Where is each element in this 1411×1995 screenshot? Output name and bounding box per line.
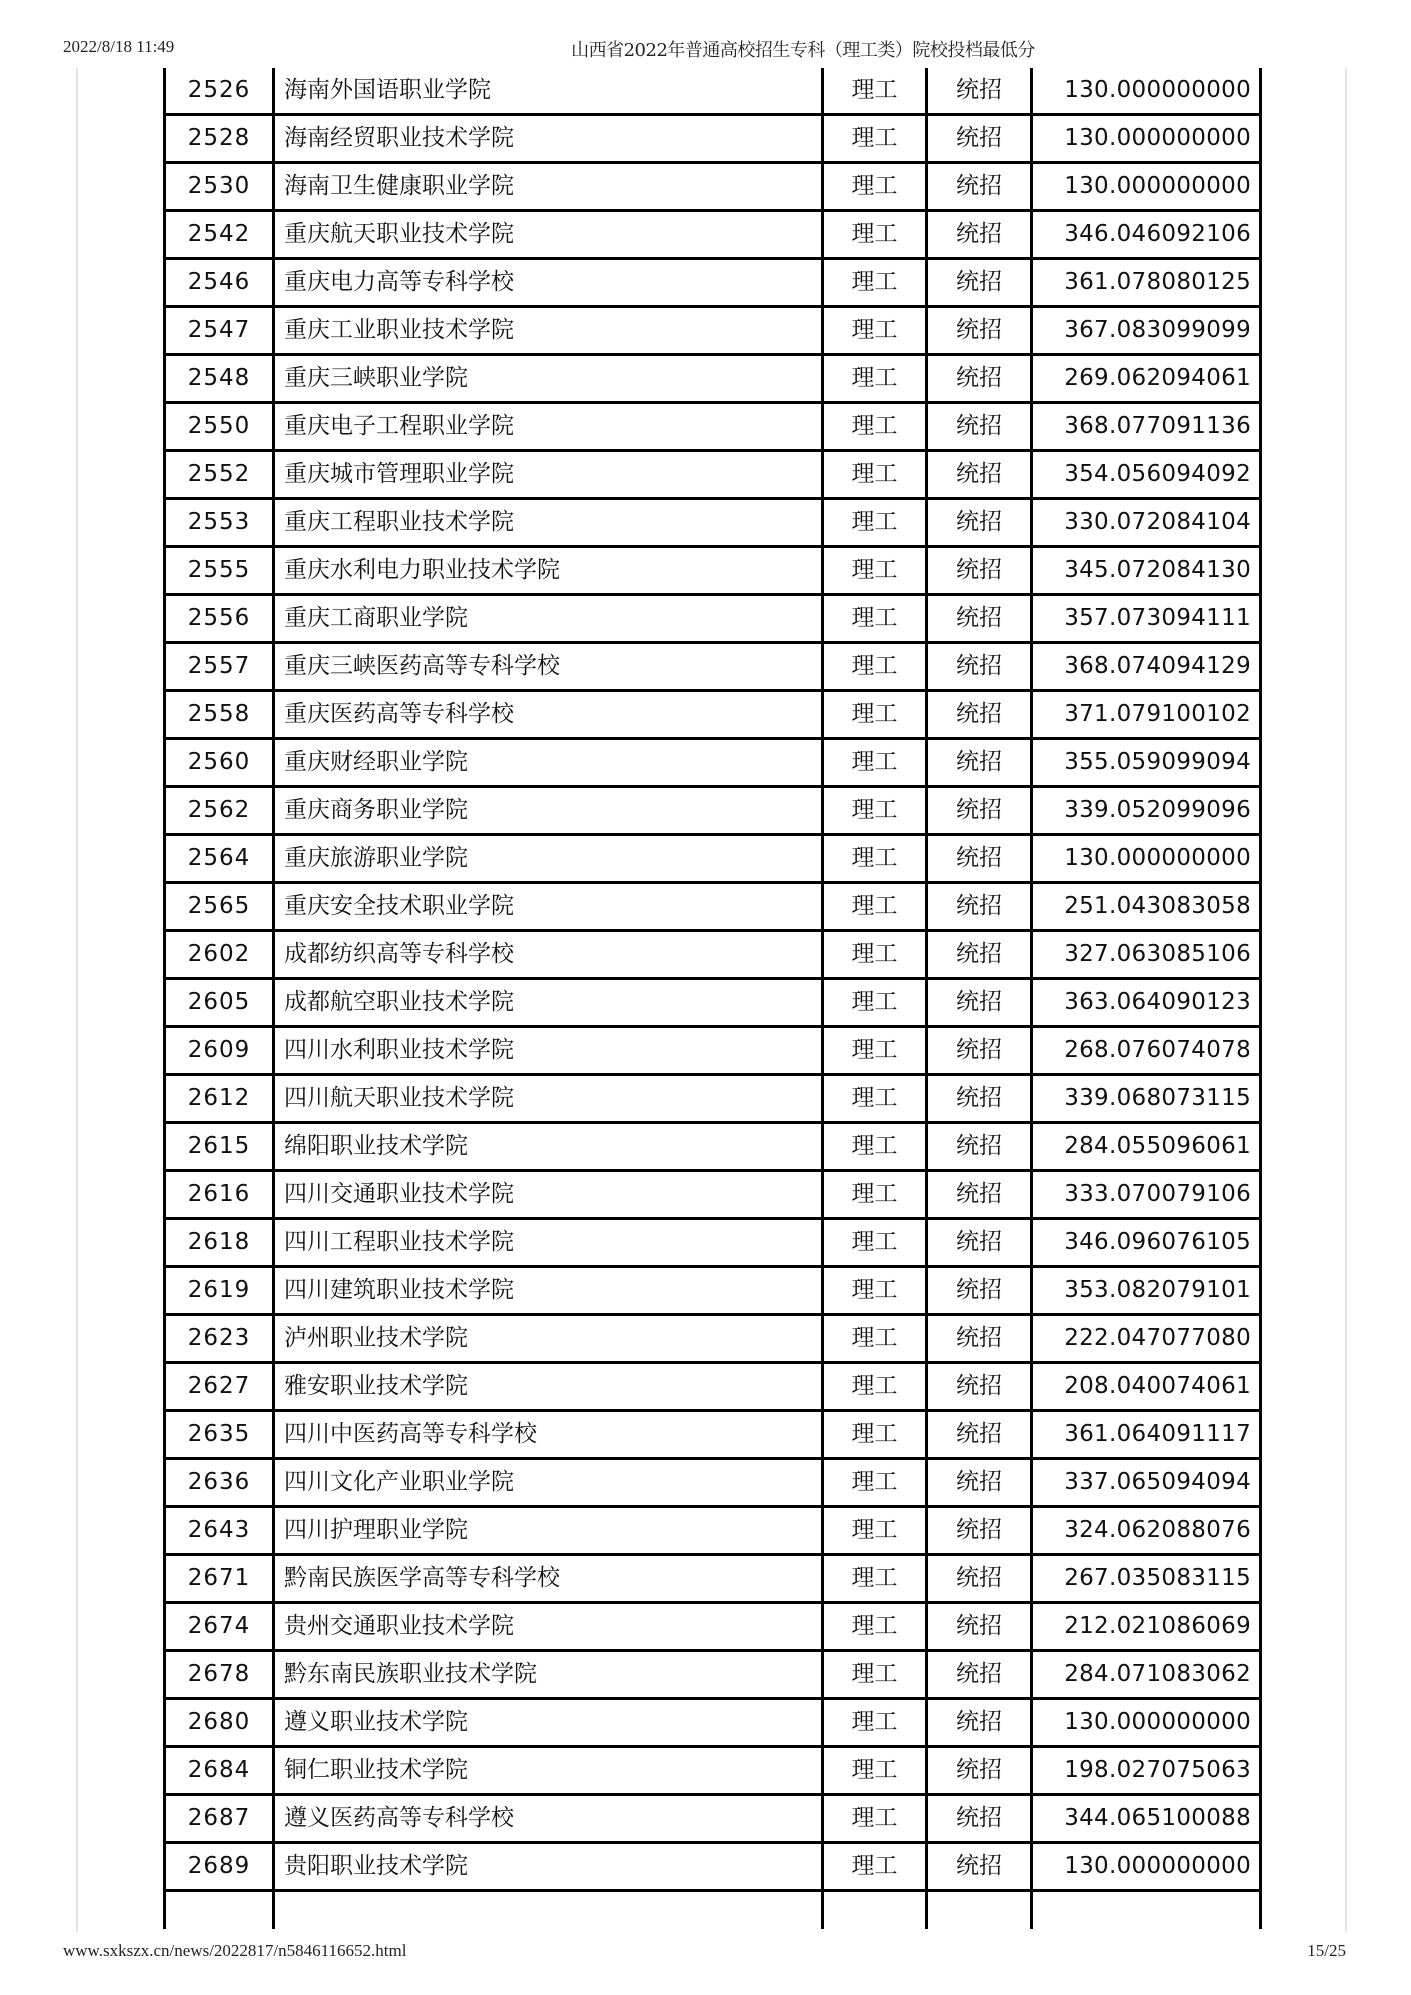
school-name-cell: 重庆水利电力职业技术学院 (274, 547, 823, 595)
school-name-cell: 四川水利职业技术学院 (274, 1027, 823, 1075)
enrollment-type-cell: 统招 (927, 643, 1032, 691)
enrollment-type-cell: 统招 (927, 1363, 1032, 1411)
page-number: 15/25 (1307, 1941, 1346, 1960)
enrollment-type-cell: 统招 (927, 499, 1032, 547)
min-score-cell: 198.027075063 (1032, 1747, 1261, 1795)
table-row (165, 691, 1261, 739)
enrollment-type-cell: 统招 (927, 1795, 1032, 1843)
min-score-cell: 130.000000000 (1032, 163, 1261, 211)
table-row (165, 499, 1261, 547)
school-name-cell: 成都纺织高等专科学校 (274, 931, 823, 979)
enrollment-type-cell: 统招 (927, 787, 1032, 835)
school-code-cell: 2528 (165, 115, 274, 163)
table-row (165, 1075, 1261, 1123)
enrollment-type-cell: 统招 (927, 1123, 1032, 1171)
school-name-cell: 重庆城市管理职业学院 (274, 451, 823, 499)
enrollment-type-cell: 统招 (927, 1315, 1032, 1363)
school-code-cell: 2618 (165, 1219, 274, 1267)
subject-category-cell: 理工 (823, 1267, 927, 1315)
min-score-cell: 268.076074078 (1032, 1027, 1261, 1075)
school-name-cell: 铜仁职业技术学院 (274, 1747, 823, 1795)
enrollment-type-cell: 统招 (927, 307, 1032, 355)
school-code-cell: 2546 (165, 259, 274, 307)
school-code-cell: 2556 (165, 595, 274, 643)
subject-category-cell: 理工 (823, 979, 927, 1027)
table-row (165, 1507, 1261, 1555)
school-name-cell: 四川工程职业技术学院 (274, 1219, 823, 1267)
subject-category-cell: 理工 (823, 595, 927, 643)
enrollment-type-cell: 统招 (927, 883, 1032, 931)
enrollment-type-cell: 统招 (927, 163, 1032, 211)
school-code-cell: 2627 (165, 1363, 274, 1411)
school-name-cell: 四川护理职业学院 (274, 1507, 823, 1555)
table-row (165, 211, 1261, 259)
subject-category-cell: 理工 (823, 787, 927, 835)
school-name-cell: 四川中医药高等专科学校 (274, 1411, 823, 1459)
table-row (165, 1555, 1261, 1603)
subject-category-cell: 理工 (823, 1459, 927, 1507)
subject-category-cell: 理工 (823, 1171, 927, 1219)
table-body (165, 68, 1261, 1929)
table-row (165, 1027, 1261, 1075)
school-name-cell: 贵州交通职业技术学院 (274, 1603, 823, 1651)
page-edge-left (76, 68, 78, 1932)
enrollment-type-cell: 统招 (927, 1411, 1032, 1459)
school-name-cell: 重庆财经职业学院 (274, 739, 823, 787)
school-name-cell: 遵义医药高等专科学校 (274, 1795, 823, 1843)
subject-category-cell: 理工 (823, 1315, 927, 1363)
enrollment-type-cell: 统招 (927, 403, 1032, 451)
school-name-cell: 重庆旅游职业学院 (274, 835, 823, 883)
min-score-cell: 130.000000000 (1032, 115, 1261, 163)
enrollment-type-cell: 统招 (927, 1459, 1032, 1507)
school-code-cell: 2558 (165, 691, 274, 739)
subject-category-cell: 理工 (823, 883, 927, 931)
school-name-cell: 重庆工业职业技术学院 (274, 307, 823, 355)
min-score-cell: 345.072084130 (1032, 547, 1261, 595)
enrollment-type-cell: 统招 (927, 1555, 1032, 1603)
table-row (165, 979, 1261, 1027)
subject-category-cell: 理工 (823, 1507, 927, 1555)
subject-category-cell: 理工 (823, 1555, 927, 1603)
school-name-cell: 四川文化产业职业学院 (274, 1459, 823, 1507)
min-score-cell: 339.052099096 (1032, 787, 1261, 835)
enrollment-type-cell: 统招 (927, 355, 1032, 403)
school-name-cell: 海南卫生健康职业学院 (274, 163, 823, 211)
subject-category-cell: 理工 (823, 691, 927, 739)
subject-category-cell: 理工 (823, 643, 927, 691)
subject-category-cell: 理工 (823, 307, 927, 355)
enrollment-type-cell: 统招 (927, 115, 1032, 163)
table-row (165, 1603, 1261, 1651)
table-row (165, 1315, 1261, 1363)
table-row (165, 1795, 1261, 1843)
enrollment-type-cell: 统招 (927, 1699, 1032, 1747)
table-row (165, 1123, 1261, 1171)
min-score-cell: 324.062088076 (1032, 1507, 1261, 1555)
subject-category-cell: 理工 (823, 1123, 927, 1171)
subject-category-cell: 理工 (823, 1699, 927, 1747)
subject-category-cell: 理工 (823, 739, 927, 787)
enrollment-type-cell: 统招 (927, 68, 1032, 115)
school-code-cell: 2560 (165, 739, 274, 787)
school-code-cell: 2689 (165, 1843, 274, 1891)
subject-category-cell: 理工 (823, 1411, 927, 1459)
enrollment-type-cell: 统招 (927, 979, 1032, 1027)
school-code-cell: 2602 (165, 931, 274, 979)
min-score-cell: 357.073094111 (1032, 595, 1261, 643)
table-row (165, 547, 1261, 595)
school-name-cell: 重庆商务职业学院 (274, 787, 823, 835)
min-score-cell: 130.000000000 (1032, 1699, 1261, 1747)
school-name-cell: 重庆工程职业技术学院 (274, 499, 823, 547)
subject-category-cell: 理工 (823, 1219, 927, 1267)
enrollment-type-cell: 统招 (927, 1267, 1032, 1315)
enrollment-type-cell: 统招 (927, 1075, 1032, 1123)
min-score-cell: 355.059099094 (1032, 739, 1261, 787)
enrollment-type-cell: 统招 (927, 595, 1032, 643)
school-name-cell: 泸州职业技术学院 (274, 1315, 823, 1363)
school-code-cell: 2616 (165, 1171, 274, 1219)
subject-category-cell: 理工 (823, 259, 927, 307)
school-code-cell: 2565 (165, 883, 274, 931)
school-code-cell: 2605 (165, 979, 274, 1027)
table-row (165, 835, 1261, 883)
table-row (165, 403, 1261, 451)
enrollment-type-cell: 统招 (927, 1027, 1032, 1075)
school-name-cell: 海南外国语职业学院 (274, 68, 823, 115)
school-name-cell: 重庆三峡医药高等专科学校 (274, 643, 823, 691)
enrollment-type-cell: 统招 (927, 259, 1032, 307)
min-score-cell: 337.065094094 (1032, 1459, 1261, 1507)
school-code-cell: 2623 (165, 1315, 274, 1363)
table-row (165, 1843, 1261, 1891)
enrollment-type-cell: 统招 (927, 739, 1032, 787)
school-code-cell: 2671 (165, 1555, 274, 1603)
subject-category-cell: 理工 (823, 355, 927, 403)
school-name-cell: 贵阳职业技术学院 (274, 1843, 823, 1891)
table-row (165, 1219, 1261, 1267)
school-code-cell: 2548 (165, 355, 274, 403)
enrollment-type-cell: 统招 (927, 1507, 1032, 1555)
table-row (165, 68, 1261, 115)
table-row (165, 787, 1261, 835)
print-timestamp: 2022/8/18 11:49 (63, 37, 175, 56)
table-row (165, 739, 1261, 787)
table-row (165, 1651, 1261, 1699)
min-score-cell: 353.082079101 (1032, 1267, 1261, 1315)
subject-category-cell: 理工 (823, 835, 927, 883)
school-name-cell: 黔南民族医学高等专科学校 (274, 1555, 823, 1603)
school-code-cell: 2609 (165, 1027, 274, 1075)
enrollment-type-cell: 统招 (927, 1651, 1032, 1699)
subject-category-cell: 理工 (823, 1075, 927, 1123)
school-name-cell: 黔东南民族职业技术学院 (274, 1651, 823, 1699)
min-score-cell: 344.065100088 (1032, 1795, 1261, 1843)
school-name-cell: 四川建筑职业技术学院 (274, 1267, 823, 1315)
enrollment-type-cell: 统招 (927, 1747, 1032, 1795)
school-code-cell: 2553 (165, 499, 274, 547)
table-row (165, 451, 1261, 499)
school-name-cell: 重庆安全技术职业学院 (274, 883, 823, 931)
school-code-cell: 2550 (165, 403, 274, 451)
min-score-cell: 367.083099099 (1032, 307, 1261, 355)
table-row (165, 883, 1261, 931)
school-name-cell: 绵阳职业技术学院 (274, 1123, 823, 1171)
subject-category-cell-empty (823, 1891, 927, 1930)
min-score-cell: 354.056094092 (1032, 451, 1261, 499)
school-name-cell: 海南经贸职业技术学院 (274, 115, 823, 163)
source-url: www.sxkszx.cn/news/2022817/n5846116652.html (63, 1941, 407, 1960)
min-score-cell: 269.062094061 (1032, 355, 1261, 403)
page-title: 山西省2022年普通高校招生专科（理工类）院校投档最低分 (571, 40, 1035, 61)
table-row (165, 1459, 1261, 1507)
school-code-cell: 2678 (165, 1651, 274, 1699)
min-score-cell: 267.035083115 (1032, 1555, 1261, 1603)
subject-category-cell: 理工 (823, 1651, 927, 1699)
school-code-cell: 2564 (165, 835, 274, 883)
enrollment-type-cell: 统招 (927, 1171, 1032, 1219)
enrollment-type-cell-empty (927, 1891, 1032, 1930)
min-score-cell-empty (1032, 1891, 1261, 1930)
min-score-cell: 212.021086069 (1032, 1603, 1261, 1651)
min-score-cell: 208.040074061 (1032, 1363, 1261, 1411)
min-score-cell: 130.000000000 (1032, 68, 1261, 115)
school-code-cell: 2555 (165, 547, 274, 595)
school-code-cell: 2526 (165, 68, 274, 115)
school-name-cell-empty (274, 1891, 823, 1930)
min-score-cell: 361.064091117 (1032, 1411, 1261, 1459)
school-name-cell: 重庆电力高等专科学校 (274, 259, 823, 307)
enrollment-type-cell: 统招 (927, 211, 1032, 259)
school-code-cell: 2552 (165, 451, 274, 499)
subject-category-cell: 理工 (823, 451, 927, 499)
school-name-cell: 重庆航天职业技术学院 (274, 211, 823, 259)
table-row (165, 115, 1261, 163)
school-code-cell: 2562 (165, 787, 274, 835)
school-code-cell: 2547 (165, 307, 274, 355)
school-code-cell: 2643 (165, 1507, 274, 1555)
school-name-cell: 四川航天职业技术学院 (274, 1075, 823, 1123)
subject-category-cell: 理工 (823, 403, 927, 451)
school-name-cell: 重庆医药高等专科学校 (274, 691, 823, 739)
school-code-cell: 2557 (165, 643, 274, 691)
table-row (165, 1699, 1261, 1747)
min-score-cell: 327.063085106 (1032, 931, 1261, 979)
subject-category-cell: 理工 (823, 1843, 927, 1891)
min-score-cell: 363.064090123 (1032, 979, 1261, 1027)
table-row (165, 1171, 1261, 1219)
enrollment-type-cell: 统招 (927, 547, 1032, 595)
subject-category-cell: 理工 (823, 115, 927, 163)
subject-category-cell: 理工 (823, 1603, 927, 1651)
enrollment-type-cell: 统招 (927, 835, 1032, 883)
min-score-cell: 361.078080125 (1032, 259, 1261, 307)
school-code-cell: 2530 (165, 163, 274, 211)
min-score-cell: 333.070079106 (1032, 1171, 1261, 1219)
subject-category-cell: 理工 (823, 547, 927, 595)
min-score-cell: 130.000000000 (1032, 1843, 1261, 1891)
school-code-cell: 2684 (165, 1747, 274, 1795)
min-score-cell: 371.079100102 (1032, 691, 1261, 739)
subject-category-cell: 理工 (823, 931, 927, 979)
table-row (165, 259, 1261, 307)
school-code-cell: 2619 (165, 1267, 274, 1315)
table-row (165, 355, 1261, 403)
table-row (165, 1363, 1261, 1411)
admission-score-table (163, 68, 1262, 1929)
school-code-cell: 2674 (165, 1603, 274, 1651)
school-name-cell: 雅安职业技术学院 (274, 1363, 823, 1411)
subject-category-cell: 理工 (823, 1363, 927, 1411)
table-row (165, 1267, 1261, 1315)
enrollment-type-cell: 统招 (927, 451, 1032, 499)
school-name-cell: 重庆三峡职业学院 (274, 355, 823, 403)
school-name-cell: 重庆电子工程职业学院 (274, 403, 823, 451)
school-code-cell: 2680 (165, 1699, 274, 1747)
min-score-cell: 368.077091136 (1032, 403, 1261, 451)
subject-category-cell: 理工 (823, 68, 927, 115)
table-row (165, 1411, 1261, 1459)
enrollment-type-cell: 统招 (927, 1603, 1032, 1651)
school-code-cell: 2612 (165, 1075, 274, 1123)
table-row-empty (165, 1891, 1261, 1930)
table-row (165, 1747, 1261, 1795)
min-score-cell: 346.096076105 (1032, 1219, 1261, 1267)
table-row (165, 643, 1261, 691)
min-score-cell: 339.068073115 (1032, 1075, 1261, 1123)
min-score-cell: 368.074094129 (1032, 643, 1261, 691)
subject-category-cell: 理工 (823, 211, 927, 259)
school-name-cell: 遵义职业技术学院 (274, 1699, 823, 1747)
table-row (165, 931, 1261, 979)
enrollment-type-cell: 统招 (927, 1843, 1032, 1891)
enrollment-type-cell: 统招 (927, 691, 1032, 739)
school-code-cell: 2542 (165, 211, 274, 259)
min-score-cell: 222.047077080 (1032, 1315, 1261, 1363)
subject-category-cell: 理工 (823, 1027, 927, 1075)
school-name-cell: 四川交通职业技术学院 (274, 1171, 823, 1219)
enrollment-type-cell: 统招 (927, 931, 1032, 979)
table-row (165, 595, 1261, 643)
subject-category-cell: 理工 (823, 499, 927, 547)
table-row (165, 307, 1261, 355)
min-score-cell: 251.043083058 (1032, 883, 1261, 931)
min-score-cell: 284.071083062 (1032, 1651, 1261, 1699)
subject-category-cell: 理工 (823, 163, 927, 211)
subject-category-cell: 理工 (823, 1747, 927, 1795)
table-row (165, 163, 1261, 211)
school-code-cell: 2636 (165, 1459, 274, 1507)
subject-category-cell: 理工 (823, 1795, 927, 1843)
school-code-cell-empty (165, 1891, 274, 1930)
min-score-cell: 284.055096061 (1032, 1123, 1261, 1171)
school-code-cell: 2687 (165, 1795, 274, 1843)
enrollment-type-cell: 统招 (927, 1219, 1032, 1267)
min-score-cell: 130.000000000 (1032, 835, 1261, 883)
school-code-cell: 2635 (165, 1411, 274, 1459)
min-score-cell: 346.046092106 (1032, 211, 1261, 259)
page-edge-right (1345, 68, 1347, 1932)
school-name-cell: 重庆工商职业学院 (274, 595, 823, 643)
school-code-cell: 2615 (165, 1123, 274, 1171)
min-score-cell: 330.072084104 (1032, 499, 1261, 547)
school-name-cell: 成都航空职业技术学院 (274, 979, 823, 1027)
